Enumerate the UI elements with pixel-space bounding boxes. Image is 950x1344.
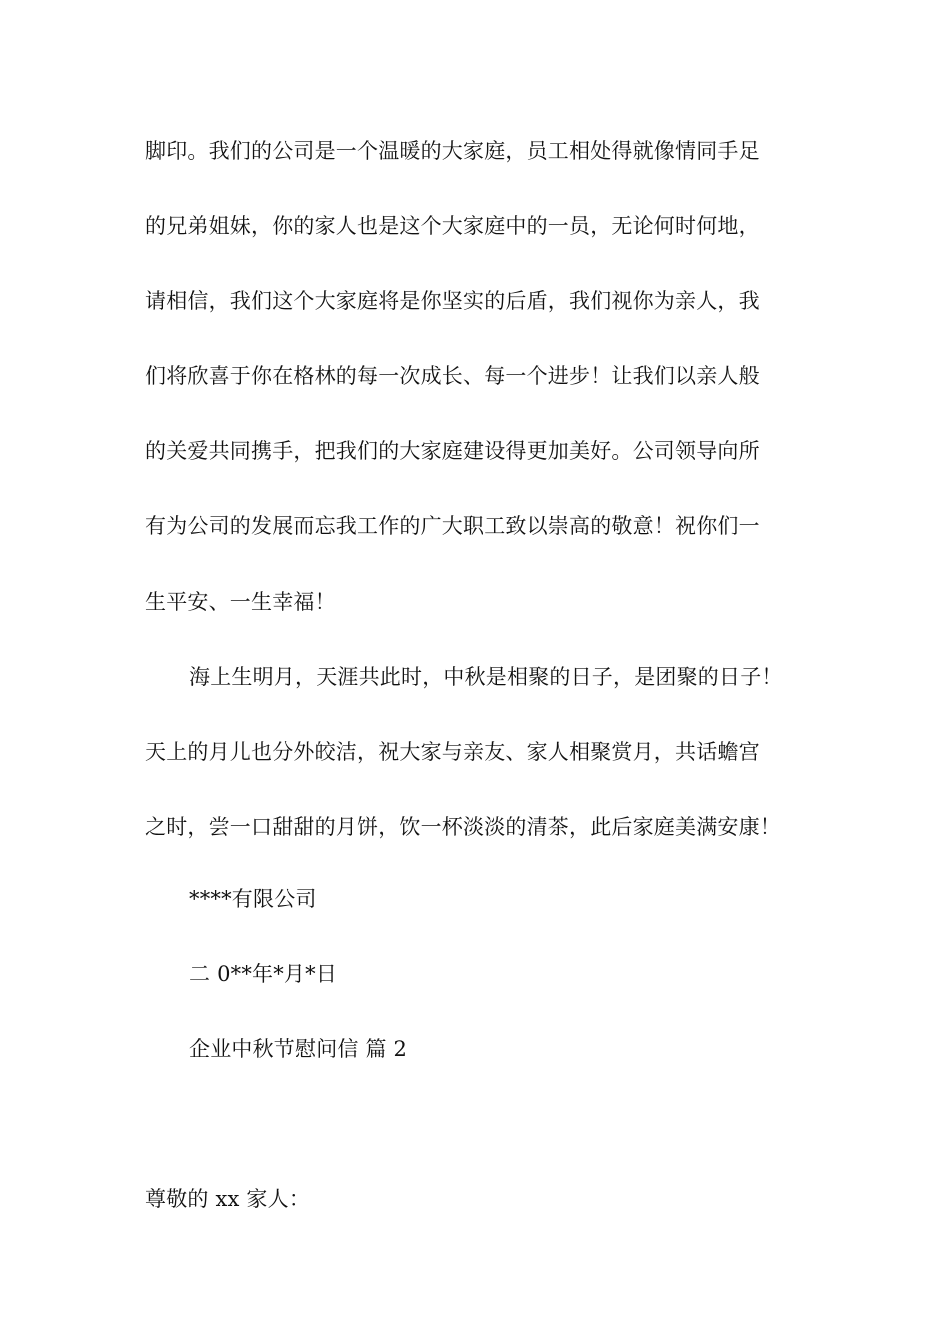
- paragraph2-line-2: 天上的月儿也分外皎洁，祝大家与亲友、家人相聚赏月，共话蟾宫: [145, 740, 760, 764]
- letter-date: 二 0**年*月*日: [189, 962, 338, 986]
- section-title: 企业中秋节慰问信 篇 2: [189, 1037, 408, 1061]
- paragraph-line-4: 们将欣喜于你在格林的每一次成长、每一个进步！让我们以亲人般: [145, 364, 760, 388]
- paragraph-line-2: 的兄弟姐妹，你的家人也是这个大家庭中的一员，无论何时何地，: [145, 214, 760, 238]
- paragraph-line-3: 请相信，我们这个大家庭将是你坚实的后盾，我们视你为亲人，我: [145, 289, 760, 313]
- salutation: 尊敬的 xx 家人：: [145, 1187, 311, 1211]
- company-signature: ****有限公司: [189, 887, 317, 911]
- paragraph-line-5: 的关爱共同携手，把我们的大家庭建设得更加美好。公司领导向所: [145, 439, 760, 463]
- paragraph2-line-3: 之时，尝一口甜甜的月饼，饮一杯淡淡的清茶，此后家庭美满安康！: [145, 815, 781, 839]
- paragraph-line-1: 脚印。我们的公司是一个温暖的大家庭，员工相处得就像情同手足: [145, 139, 760, 163]
- paragraph2-line-1: 海上生明月，天涯共此时，中秋是相聚的日子，是团聚的日子！: [189, 665, 783, 689]
- paragraph-line-7: 生平安、一生幸福！: [145, 590, 336, 614]
- paragraph-line-6: 有为公司的发展而忘我工作的广大职工致以崇高的敬意！祝你们一: [145, 514, 760, 538]
